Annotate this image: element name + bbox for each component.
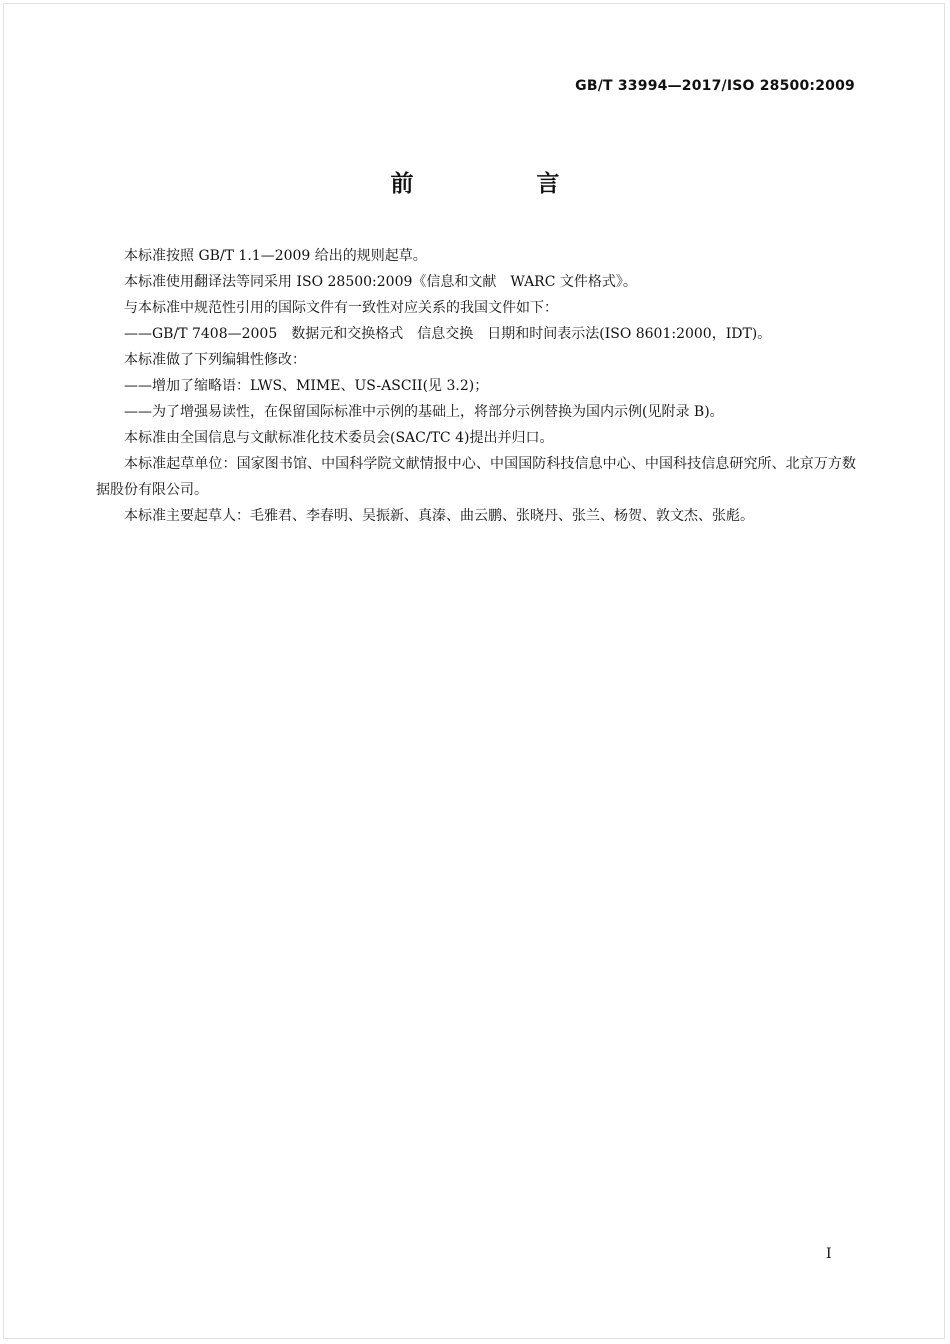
paragraph-drafters: 本标准主要起草人：毛雅君、李春明、吴振新、真溱、曲云鹏、张晓丹、张兰、杨贺、敦文杰、张彪。 — [124, 508, 754, 524]
list-item-reference: ——GB/T 7408—2005 数据元和交换格式 信息交换 日期和时间表示法(ISO 8601:2000，IDT)。 — [124, 326, 772, 342]
standard-code: GB/T 33994—2017/ISO 28500:2009 — [575, 78, 855, 94]
paragraph-editorial-changes: 本标准做了下列编辑性修改： — [124, 352, 306, 368]
page-number: I — [826, 1246, 832, 1262]
paragraph-proposer: 本标准由全国信息与文献标准化技术委员会(SAC/TC 4)提出并归口。 — [124, 430, 554, 446]
paragraph-adoption: 本标准使用翻译法等同采用 ISO 28500:2009《信息和文献 WARC 文件格式》。 — [124, 274, 637, 290]
page-frame — [3, 3, 945, 1339]
foreword-body — [96, 243, 856, 529]
list-item-abbreviations: ——增加了缩略语：LWS、MIME、US-ASCII(见 3.2)； — [124, 378, 489, 394]
paragraph-drafting-rules: 本标准按照 GB/T 1.1—2009 给出的规则起草。 — [124, 248, 427, 264]
list-item-examples: ——为了增强易读性，在保留国际标准中示例的基础上，将部分示例替换为国内示例(见附录 B)。 — [124, 404, 724, 420]
page-title: 前 言 — [390, 171, 610, 197]
paragraph-normative-references: 与本标准中规范性引用的国际文件有一致性对应关系的我国文件如下： — [124, 300, 558, 316]
paragraph-drafting-units: 本标准起草单位：国家图书馆、中国科学院文献情报中心、中国国防科技信息中心、中国科技信息研究所、北京万方数据股份有限公司。 — [96, 456, 856, 498]
